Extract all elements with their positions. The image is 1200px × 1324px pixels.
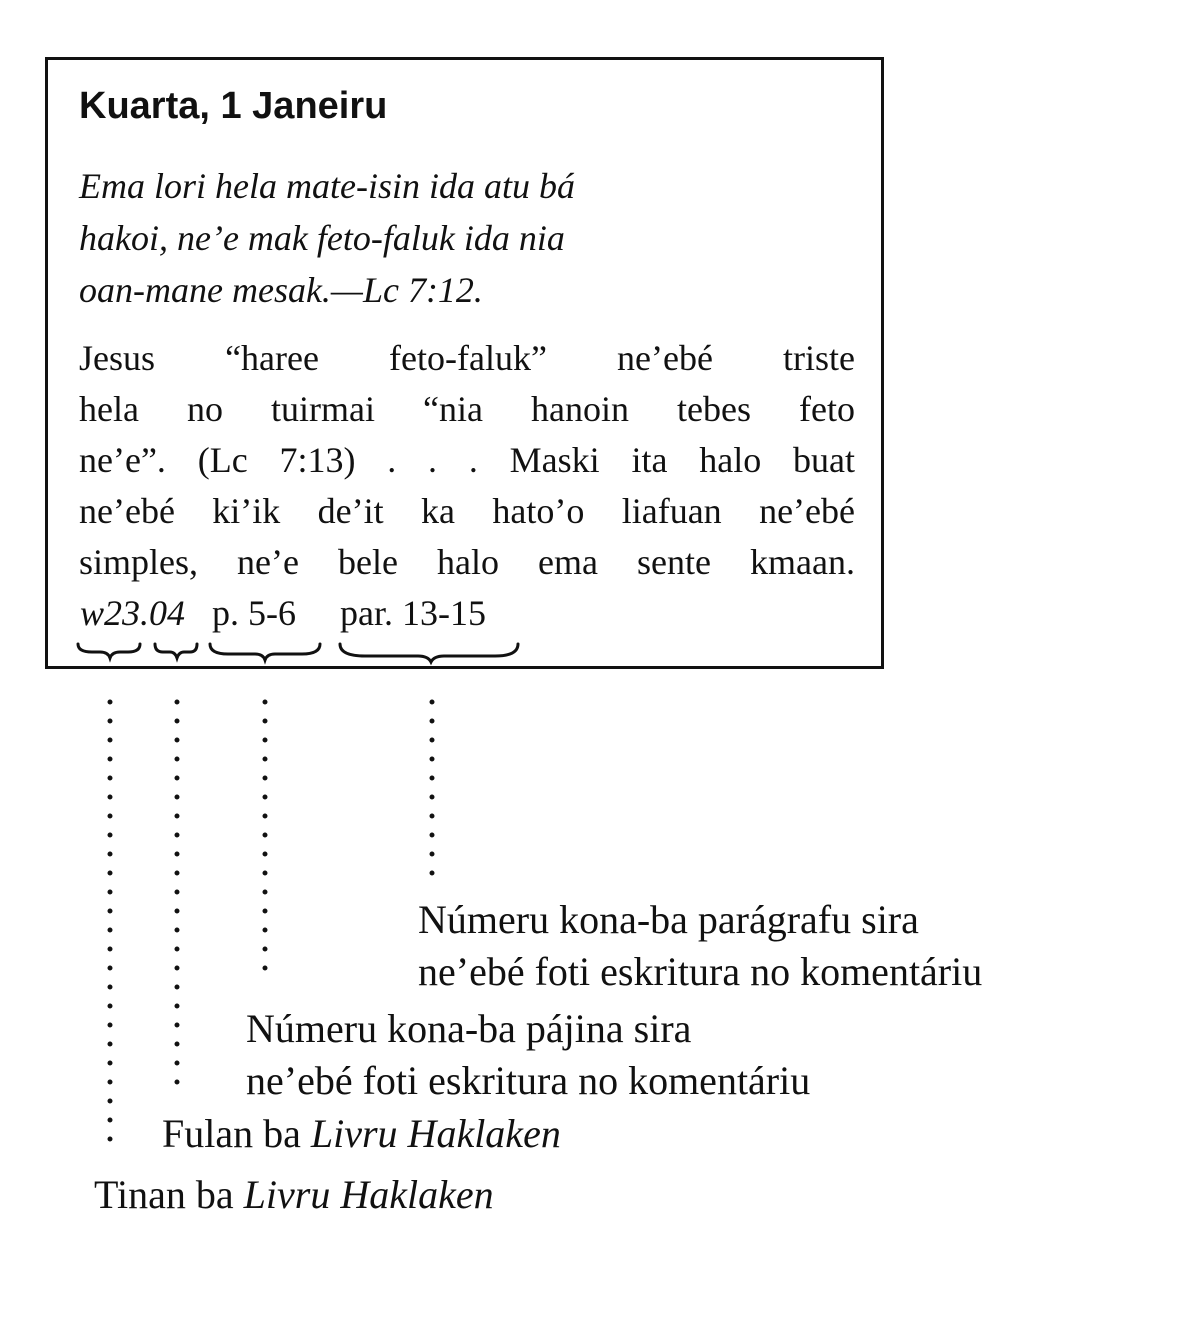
comment-line: ne’ebé ki’ik de’it ka hato’o liafuan ne’ebé [79,491,855,531]
publication-code: w23.04 [80,593,186,633]
month-label-title: Livru Haklaken [310,1111,561,1156]
date-heading: Kuarta, 1 Janeiru [79,85,388,127]
brace-page [210,644,320,660]
brace-year [78,644,140,658]
paragraph-label-line: Númeru kona-ba parágrafu sira [418,897,919,942]
page-label-line: Númeru kona-ba pájina sira [246,1006,692,1051]
paragraph-label-line: ne’ebé foti eskritura no komentáriu [418,949,983,994]
comment-line: simples, ne’e bele halo ema sente kmaan. [79,542,855,582]
verse-line: hakoi, ne’e mak feto-faluk ida nia [79,218,565,258]
comment-line: hela no tuirmai “nia hanoin tebes feto [79,389,855,429]
month-label [162,1108,561,1160]
year-label-prefix: Tinan ba [94,1172,244,1217]
page-label [246,1003,810,1107]
month-label-prefix: Fulan ba [162,1111,311,1156]
comment-line: ne’e”. (Lc 7:13) . . . Maski ita halo buat [79,440,855,480]
comment-line: Jesus “haree feto-faluk” ne’ebé triste [79,338,855,378]
page-label-line: ne’ebé foti eskritura no komentáriu [246,1058,811,1103]
brace-month [155,644,197,658]
paragraph-label [418,894,982,998]
year-label-title: Livru Haklaken [243,1172,494,1217]
year-label [94,1169,494,1221]
brace-paragraph [340,644,518,662]
paragraph-reference: par. 13-15 [340,593,486,633]
verse-line: oan-mane mesak.—Lc 7:12. [79,270,483,310]
page-reference: p. 5-6 [212,593,296,633]
verse-line: Ema lori hela mate-isin ida atu bá [79,166,575,206]
